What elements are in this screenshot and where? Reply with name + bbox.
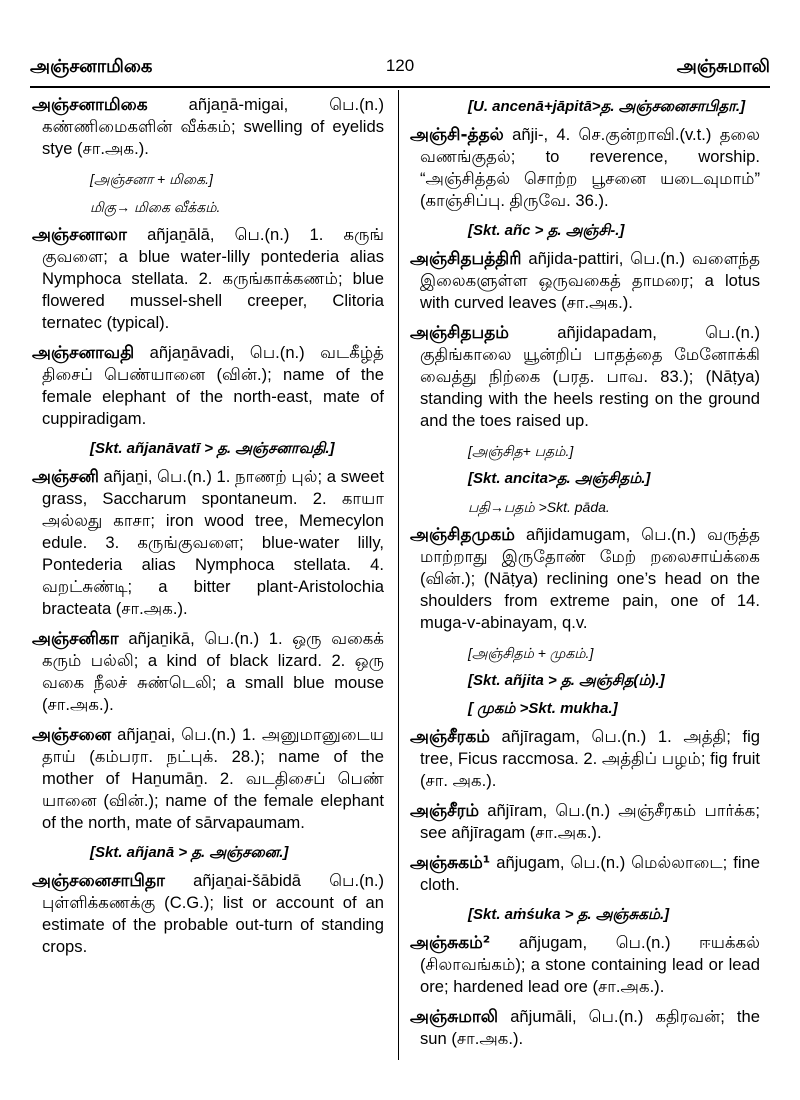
entry-headword: அஞ்சனை	[32, 725, 112, 745]
entry-headword: அஞ்சி-த்தல்	[410, 125, 504, 145]
entry-definition: añjaṉai-šābidā பெ.(n.) புள்ளிக்கணக்கு (C.G.); list or account of an estimate of the probable out-turn of standing crops.	[42, 871, 384, 956]
entry-headword: அஞ்சனி	[32, 467, 99, 487]
dictionary-entry	[410, 852, 760, 896]
entry-definition: añjaṉālā, பெ.(n.) 1. கருங் குவளை; a blue water-lilly pontederia alias Nymphoca stellata. 2. கருங்காக்கணம்; blue flowered mussel-shell creeper, Clitoria ternatec (typical).	[42, 225, 384, 332]
etymology-note: [அஞ்சிதம் + முகம்.]	[468, 645, 594, 661]
etymology-note: [Skt. aṁśuka > த. அஞ்சுகம்.]	[468, 906, 670, 923]
etymology-note: [அஞ்சனா + மிகை.]	[90, 171, 213, 187]
entry-definition: añjida-pattiri, பெ.(n.) வளைந்த இலைகளுள்ள ஒருவகைத் தாமரை; a lotus with curved leaves (சா.அக.).	[420, 249, 760, 312]
entry-headword: அஞ்சுகம்¹	[410, 853, 491, 873]
etymology-note: [Skt. añc > த. அஞ்சி-.]	[468, 222, 625, 239]
etymology-note: [Skt. añjanāvatī > த. அஞ்சனாவதி.]	[90, 440, 335, 457]
entry-definition: añjumāli, பெ.(n.) கதிரவன்; the sun (சா.அக.).	[420, 1007, 760, 1048]
entry-definition: añjaṉikā, பெ.(n.) 1. ஒரு வகைக் கரும் பல்லி; a kind of black lizard. 2. ஒரு வகை நீலச் சுண்டெலி; a small blue mouse (சா.அக.).	[42, 629, 384, 714]
entry-definition: añjaṉai, பெ.(n.) 1. அனுமானுடைய தாய் (கம்பரா. நட்புக். 28.); name of the mother of Haṉumāṉ. 2. வடதிசைப் பெண் யானை (வின்.); name of the female elephant of the north, mate of sārvapaumam.	[42, 725, 384, 832]
dictionary-entry	[32, 466, 384, 620]
dictionary-entry	[410, 726, 760, 792]
entry-headword: அஞ்சனைசாபிதா	[32, 871, 165, 891]
dictionary-entry	[32, 224, 384, 334]
entry-headword: அஞ்சுகம்²	[410, 933, 491, 953]
dictionary-entry	[410, 1006, 760, 1050]
entry-definition: añjugam, பெ.(n.) ஈயக்கல் (சிலாவங்கம்); a stone containing lead or lead ore; hardened lead ore (சா.அக.).	[420, 933, 760, 996]
etymology-note: [Skt. añjanā > த. அஞ்சனை.]	[90, 844, 289, 861]
entry-headword: அஞ்சிதபதம்	[410, 323, 509, 343]
dictionary-entry	[410, 124, 760, 212]
etymology-note: [Skt. ancita>த. அஞ்சிதம்.]	[468, 470, 651, 487]
entry-headword: அஞ்சுமாலி	[410, 1007, 499, 1027]
dictionary-entry	[410, 932, 760, 998]
dictionary-entry	[410, 524, 760, 634]
dictionary-entry	[32, 724, 384, 834]
entry-definition: añjidapadam, பெ.(n.) குதிங்காலை யூன்றிப் பாதத்தை மேனோக்கி வைத்து நிற்கை (பரத. பாவ. 83.); (Nāṭya) standing with the heels resting on the ground and the toes raised up.	[420, 323, 760, 430]
dictionary-entry	[32, 628, 384, 716]
entry-headword: அஞ்சீரம்	[410, 801, 480, 821]
left-column	[32, 94, 384, 966]
entry-headword: அஞ்சனிகா	[32, 629, 119, 649]
entry-definition: añjidamugam, பெ.(n.) வருத்த மாற்றாது இருதோண் மேற் றலைசாய்க்கை (வின்.); (Nāṭya) reclining one’s head on the shoulders from extreme pain, one of 14. muga-v-abinayam, q.v.	[420, 525, 760, 632]
dictionary-entry	[32, 870, 384, 958]
entry-headword: அஞ்சனாலா	[32, 225, 127, 245]
entry-definition: añjugam, பெ.(n.) மெல்லாடை; fine cloth.	[420, 853, 760, 894]
etymology-note: பதி→பதம் >Skt. pāda.	[468, 499, 610, 515]
entry-definition: añjaṉi, பெ.(n.) 1. நாணற் புல்; a sweet grass, Saccharum spontaneum. 2. காயா அல்லது காசா; iron wood tree, Memecylon edule. 3. கருங்குவளை; blue-water lilly, Pontederia alias Nymphoca stellata. 4. வறட்சுண்டி; a bitter plant-Aristolochia bracteata (சா.அக.).	[42, 467, 384, 618]
running-head-right: அஞ்சுமாலி	[676, 56, 770, 77]
entry-headword: அஞ்சனாவதி	[32, 343, 135, 363]
entry-definition: añjaṉāvadi, பெ.(n.) வடகீழ்த் திசைப் பெண்யானை (வின்.); name of the female elephant of the north-east, mate of cuppiradigam.	[42, 343, 384, 428]
header-rule	[30, 86, 770, 88]
right-column	[410, 94, 760, 1058]
entry-definition: añjaṉā-migai, பெ.(n.) கண்ணிமைகளின் வீக்கம்; swelling of eyelids stye (சா.அக.).	[42, 95, 384, 158]
dictionary-entry	[410, 800, 760, 844]
dictionary-entry	[32, 342, 384, 430]
etymology-note: [ முகம் >Skt. mukha.]	[468, 700, 618, 717]
entry-definition: añjīragam, பெ.(n.) 1. அத்தி; fig tree, Ficus raccmosa. 2. அத்திப் பழம்; fig fruit (சா. அக.).	[420, 727, 760, 790]
etymology-note: [U. ancenā+jāpitā>த. அஞ்சனைசாபிதா.]	[468, 98, 746, 115]
dictionary-entry	[410, 248, 760, 314]
entry-headword: அஞ்சிதமுகம்	[410, 525, 515, 545]
dictionary-entry	[410, 322, 760, 432]
entry-headword: அஞ்சனாமிகை	[32, 95, 148, 115]
etymology-note: [Skt. añjita > த. அஞ்சித(ம்).]	[468, 672, 665, 689]
page-number: 120	[385, 56, 415, 75]
entry-headword: அஞ்சீரகம்	[410, 727, 490, 747]
running-head-left: அஞ்சனாமிகை	[30, 56, 153, 77]
dictionary-entry	[32, 94, 384, 160]
entry-definition: añjīram, பெ.(n.) அஞ்சீரகம் பார்க்க; see añjīragam (சா.அக.).	[420, 801, 760, 842]
entry-headword: அஞ்சிதபத்திரி	[410, 249, 522, 269]
page-header	[30, 56, 770, 86]
etymology-note: மிகு→ மிகை வீக்கம்.	[90, 199, 221, 215]
column-divider	[398, 90, 399, 1060]
etymology-note: [அஞ்சித+ பதம்.]	[468, 443, 574, 459]
entry-definition: añji-, 4. செ.குன்றாவி.(v.t.) தலை வணங்குதல்; to reverence, worship. “அஞ்சித்தல் சொற்ற பூசனை யடைவுமாம்” (காஞ்சிப்பு. திருவே. 36.).	[420, 125, 760, 210]
